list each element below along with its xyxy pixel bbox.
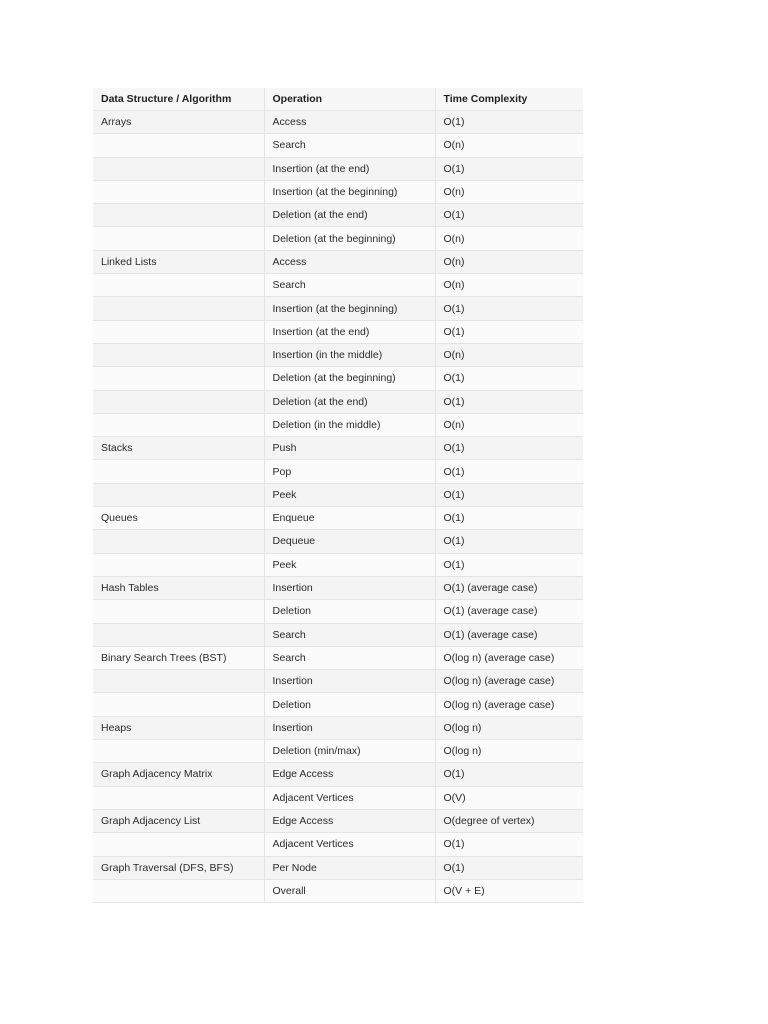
complexity-table: [93, 88, 583, 903]
complexity-cell: O(1) (average case): [435, 623, 583, 646]
structure-cell: Binary Search Trees (BST): [93, 646, 264, 669]
operation-cell: Deletion (min/max): [264, 740, 435, 763]
structure-cell: Graph Adjacency List: [93, 809, 264, 832]
structure-cell: [93, 320, 264, 343]
operation-cell: Overall: [264, 879, 435, 902]
operation-cell: Insertion: [264, 670, 435, 693]
operation-cell: Per Node: [264, 856, 435, 879]
table-row: [93, 297, 583, 320]
table-row: [93, 483, 583, 506]
table-row: [93, 693, 583, 716]
structure-cell: [93, 390, 264, 413]
table-row: [93, 343, 583, 366]
complexity-cell: O(1): [435, 320, 583, 343]
table-row: [93, 576, 583, 599]
table-row: [93, 111, 583, 134]
complexity-cell: O(1) (average case): [435, 576, 583, 599]
operation-cell: Peek: [264, 553, 435, 576]
complexity-cell: O(1): [435, 763, 583, 786]
complexity-cell: O(n): [435, 180, 583, 203]
structure-cell: [93, 297, 264, 320]
operation-cell: Insertion (in the middle): [264, 343, 435, 366]
structure-cell: [93, 530, 264, 553]
structure-cell: [93, 134, 264, 157]
structure-cell: [93, 483, 264, 506]
complexity-cell: O(1): [435, 530, 583, 553]
table-row: [93, 740, 583, 763]
header-time-complexity: Time Complexity: [435, 88, 583, 111]
table-body: [93, 111, 583, 903]
structure-cell: Graph Traversal (DFS, BFS): [93, 856, 264, 879]
complexity-cell: O(n): [435, 413, 583, 436]
complexity-cell: O(1): [435, 460, 583, 483]
table-row: [93, 833, 583, 856]
operation-cell: Deletion (at the beginning): [264, 227, 435, 250]
table-row: [93, 250, 583, 273]
structure-cell: [93, 693, 264, 716]
complexity-cell: O(1): [435, 833, 583, 856]
table-row: [93, 646, 583, 669]
operation-cell: Adjacent Vertices: [264, 833, 435, 856]
table-row: [93, 413, 583, 436]
complexity-cell: O(n): [435, 227, 583, 250]
table-row: [93, 623, 583, 646]
table-row: [93, 320, 583, 343]
operation-cell: Access: [264, 111, 435, 134]
operation-cell: Adjacent Vertices: [264, 786, 435, 809]
structure-cell: Heaps: [93, 716, 264, 739]
table-row: [93, 786, 583, 809]
complexity-cell: O(1): [435, 297, 583, 320]
table-row: [93, 553, 583, 576]
complexity-cell: O(n): [435, 134, 583, 157]
operation-cell: Insertion (at the beginning): [264, 180, 435, 203]
table-row: [93, 437, 583, 460]
operation-cell: Search: [264, 646, 435, 669]
table-row: [93, 204, 583, 227]
table-row: [93, 390, 583, 413]
operation-cell: Deletion: [264, 693, 435, 716]
structure-cell: [93, 786, 264, 809]
complexity-cell: O(1): [435, 111, 583, 134]
table-row: [93, 134, 583, 157]
structure-cell: [93, 367, 264, 390]
table-row: [93, 716, 583, 739]
operation-cell: Peek: [264, 483, 435, 506]
structure-cell: Hash Tables: [93, 576, 264, 599]
table-row: [93, 274, 583, 297]
structure-cell: Stacks: [93, 437, 264, 460]
complexity-cell: O(1): [435, 367, 583, 390]
header-data-structure: Data Structure / Algorithm: [93, 88, 264, 111]
operation-cell: Insertion (at the beginning): [264, 297, 435, 320]
structure-cell: [93, 180, 264, 203]
structure-cell: [93, 460, 264, 483]
structure-cell: [93, 600, 264, 623]
operation-cell: Insertion: [264, 576, 435, 599]
structure-cell: [93, 553, 264, 576]
operation-cell: Search: [264, 274, 435, 297]
structure-cell: Linked Lists: [93, 250, 264, 273]
table-row: [93, 460, 583, 483]
complexity-cell: O(1): [435, 483, 583, 506]
structure-cell: [93, 204, 264, 227]
table-row: [93, 763, 583, 786]
structure-cell: [93, 227, 264, 250]
structure-cell: [93, 670, 264, 693]
structure-cell: Arrays: [93, 111, 264, 134]
table-row: [93, 180, 583, 203]
complexity-cell: O(log n) (average case): [435, 670, 583, 693]
complexity-cell: O(log n) (average case): [435, 646, 583, 669]
structure-cell: Queues: [93, 507, 264, 530]
structure-cell: [93, 833, 264, 856]
table-row: [93, 530, 583, 553]
structure-cell: [93, 413, 264, 436]
complexity-cell: O(V + E): [435, 879, 583, 902]
complexity-table-container: [93, 88, 583, 903]
operation-cell: Enqueue: [264, 507, 435, 530]
table-row: [93, 507, 583, 530]
operation-cell: Deletion (in the middle): [264, 413, 435, 436]
complexity-cell: O(1): [435, 507, 583, 530]
operation-cell: Insertion (at the end): [264, 320, 435, 343]
operation-cell: Dequeue: [264, 530, 435, 553]
complexity-cell: O(degree of vertex): [435, 809, 583, 832]
structure-cell: [93, 623, 264, 646]
operation-cell: Insertion: [264, 716, 435, 739]
complexity-cell: O(1): [435, 437, 583, 460]
operation-cell: Deletion (at the end): [264, 390, 435, 413]
operation-cell: Edge Access: [264, 763, 435, 786]
complexity-cell: O(log n) (average case): [435, 693, 583, 716]
complexity-cell: O(1): [435, 553, 583, 576]
complexity-cell: O(1): [435, 157, 583, 180]
operation-cell: Deletion: [264, 600, 435, 623]
operation-cell: Search: [264, 623, 435, 646]
structure-cell: [93, 740, 264, 763]
table-row: [93, 600, 583, 623]
structure-cell: [93, 274, 264, 297]
header-operation: Operation: [264, 88, 435, 111]
operation-cell: Pop: [264, 460, 435, 483]
complexity-cell: O(log n): [435, 740, 583, 763]
complexity-cell: O(n): [435, 274, 583, 297]
operation-cell: Insertion (at the end): [264, 157, 435, 180]
complexity-cell: O(1): [435, 390, 583, 413]
table-row: [93, 157, 583, 180]
operation-cell: Deletion (at the beginning): [264, 367, 435, 390]
structure-cell: [93, 343, 264, 366]
complexity-cell: O(n): [435, 250, 583, 273]
table-row: [93, 227, 583, 250]
structure-cell: Graph Adjacency Matrix: [93, 763, 264, 786]
operation-cell: Access: [264, 250, 435, 273]
complexity-cell: O(1): [435, 856, 583, 879]
header-row: [93, 88, 583, 111]
operation-cell: Deletion (at the end): [264, 204, 435, 227]
table-header: [93, 88, 583, 111]
table-row: [93, 856, 583, 879]
operation-cell: Push: [264, 437, 435, 460]
complexity-cell: O(V): [435, 786, 583, 809]
complexity-cell: O(1) (average case): [435, 600, 583, 623]
table-row: [93, 879, 583, 902]
table-row: [93, 367, 583, 390]
table-row: [93, 670, 583, 693]
operation-cell: Edge Access: [264, 809, 435, 832]
complexity-cell: O(log n): [435, 716, 583, 739]
structure-cell: [93, 879, 264, 902]
structure-cell: [93, 157, 264, 180]
table-row: [93, 809, 583, 832]
complexity-cell: O(n): [435, 343, 583, 366]
complexity-cell: O(1): [435, 204, 583, 227]
operation-cell: Search: [264, 134, 435, 157]
